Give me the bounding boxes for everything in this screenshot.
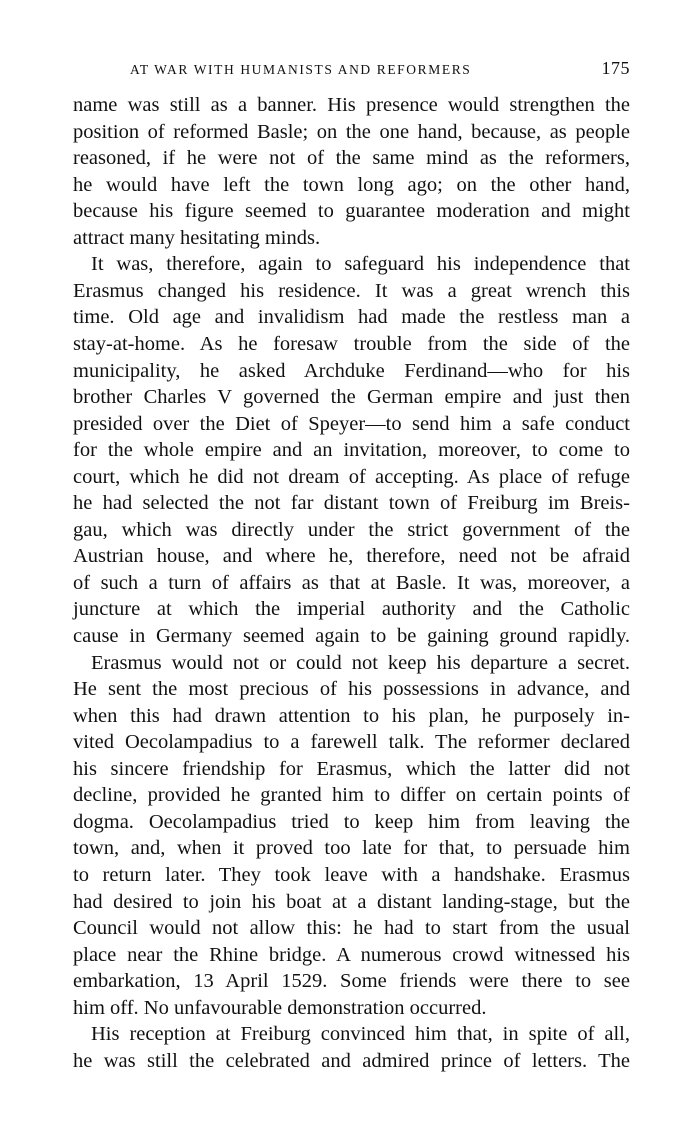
text-line: him off. No unfavourable demonstration occurred. [73, 996, 487, 1019]
text-line: brother Charles V governed the German empire and just then [73, 386, 630, 409]
text-line: gau, which was directly under the strict government of the [73, 518, 630, 541]
text-line: attract many hesitating minds. [73, 226, 321, 249]
page-number: 175 [601, 58, 630, 78]
text-line: of such a turn of affairs as that at Basle. It was, moreover, a [73, 571, 630, 594]
text-line: presided over the Diet of Speyer—to send him a safe conduct [73, 412, 630, 435]
running-head-title: AT WAR WITH HUMANISTS AND REFORMERS [130, 62, 472, 77]
text-line: It was, therefore, again to safeguard his independence that [91, 253, 630, 276]
text-line: Erasmus would not or could not keep his departure a secret. [91, 651, 630, 674]
text-line: embarkation, 13 April 1529. Some friends were there to see [73, 970, 630, 993]
text-line: his sincere friendship for Erasmus, which the latter did not [73, 757, 630, 780]
text-line: for the whole empire and an invitation, moreover, to come to [73, 439, 630, 462]
text-line: decline, provided he granted him to differ on certain points of [73, 784, 630, 807]
text-line: His reception at Freiburg convinced him that, in spite of all, [91, 1023, 630, 1046]
text-line: municipality, he asked Archduke Ferdinand—who for his [73, 359, 630, 382]
text-line: because his figure seemed to guarantee moderation and might [73, 200, 630, 223]
text-line: name was still as a banner. His presence would strengthen the [73, 94, 630, 116]
text-line: cause in Germany seemed again to be gaining ground rapidly. [73, 625, 630, 647]
text-line: he had selected the not far distant town of Freiburg im Breis- [73, 492, 630, 515]
text-line: Council would not allow this: he had to start from the usual [73, 917, 630, 940]
text-line: to return later. They took leave with a handshake. Erasmus [73, 863, 630, 886]
text-line: Austrian house, and where he, therefore, need not be afraid [73, 545, 630, 568]
text-line: reasoned, if he were not of the same mind as the reformers, [73, 147, 630, 170]
text-line: place near the Rhine bridge. A numerous crowd witnessed his [73, 943, 630, 966]
text-line: he would have left the town long ago; on the other hand, [73, 173, 630, 196]
text-line: court, which he did not dream of accepting. As place of refuge [73, 465, 630, 488]
text-line: had desired to join his boat at a distant landing-stage, but the [73, 890, 630, 913]
text-line: vited Oecolampadius to a farewell talk. The reformer declared [73, 731, 630, 754]
text-line: when this had drawn attention to his plan, he purposely in- [73, 704, 630, 727]
text-line: dogma. Oecolampadius tried to keep him from leaving the [73, 810, 630, 833]
text-line: Erasmus changed his residence. It was a great wrench this [73, 279, 630, 302]
text-line: juncture at which the imperial authority and the Catholic [73, 598, 630, 621]
text-line: he was still the celebrated and admired prince of letters. The [73, 1049, 630, 1072]
text-line: position of reformed Basle; on the one hand, because, as people [73, 120, 630, 143]
running-head [130, 58, 630, 82]
text-line: stay-at-home. As he foresaw trouble from the side of the [73, 332, 630, 355]
text-line: time. Old age and invalidism had made the restless man a [73, 306, 630, 329]
text-line: town, and, when it proved too late for that, to persuade him [73, 837, 630, 860]
text-line: He sent the most precious of his possessions in advance, and [73, 678, 630, 701]
